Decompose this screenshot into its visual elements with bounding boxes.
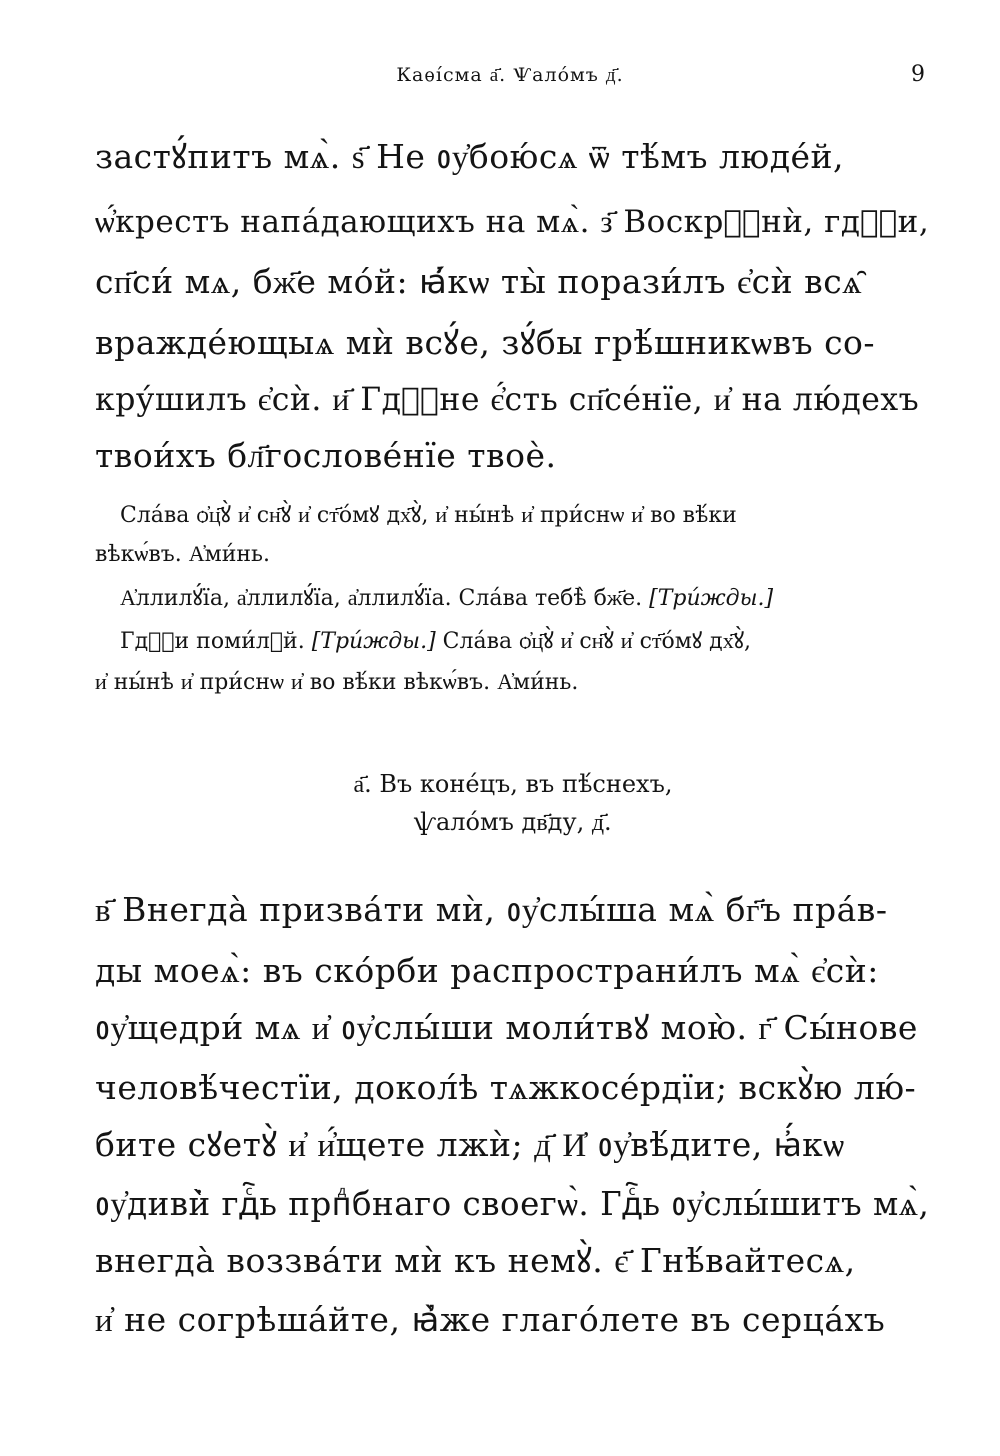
verse-line: ѡ҆́крестъ напа́дающихъ на мѧ̀. з҃ Воскрⷭ҇нѝ, гдⷭ҇и, — [95, 204, 930, 240]
verse-line: вражде́ющыѧ мѝ всꙋ́е, зꙋ́бы грѣ́шникѡвъ со- — [95, 323, 876, 362]
doxology-line: и҆ ны́нѣ и҆ при́снѡ и҆ во вѣ́ки вѣкѡ́въ. А҆ми́нь. — [95, 670, 579, 695]
verse-line: сп҃си́ мѧ, бж҃е мо́й: ꙗ҆́кѡ ты̀ порази́лъ є҆сѝ всѧ̑ — [95, 262, 863, 301]
verse-line: твои́хъ бл҃гослове́нїе твоѐ. — [95, 436, 557, 475]
psalm-heading-line2: ѱало́мъ дв҃ду, д҃. — [414, 808, 612, 836]
glory-text: Сла́ва ѻ҆ц҃ꙋ̀ и҆ сн҃ꙋ̀ и҆ ст҃о́мꙋ дх҃ꙋ̀, — [442, 629, 752, 654]
verse-line: ᲂу҆щедри́ мѧ и҆ ᲂу҆слы́ши моли́твꙋ мою̀. г҃ Сы́нове — [95, 1008, 918, 1047]
verse-line: человѣ́честїи, докол́ѣ тѧжкосе́рдїи; вскꙋ̀ю лю́- — [95, 1068, 917, 1107]
alleluia-text: А҆ллилꙋ́їа, а҆ллилꙋ́їа, а҆ллилꙋ́їа. Сла́ва тебѣ̀ бж҃е. — [120, 586, 643, 611]
kyrie-text: Гдⷭ҇и поми́лꙋй. — [120, 629, 305, 654]
verse-line: внегда̀ воззва́ти мѝ къ немꙋ̀. є҃ Гнѣ́вайтесѧ, — [95, 1241, 856, 1280]
doxology-line: Сла́ва ѻ҆ц҃ꙋ̀ и҆ сн҃ꙋ̀ и҆ ст҃о́мꙋ дх҃ꙋ̀, и҆ ны́нѣ и҆ при́снѡ и҆ во вѣ́ки — [120, 503, 737, 528]
alleluia-line — [120, 581, 930, 617]
verse-line: в҃ Внегда̀ призва́ти мѝ, ᲂу҆слы́ша мѧ̀ бг҃ъ пра́в- — [95, 890, 888, 929]
psalm-heading-line1: а҃. Въ коне́цъ, въ пѣ́снехъ, — [353, 770, 673, 798]
rubric-thrice: [Три́жды.] — [649, 586, 774, 611]
kyrie-line — [120, 624, 930, 660]
verse-line: застꙋ́питъ мѧ̀. ѕ҃ Не ᲂу҆бою́сѧ ѿ тѣ́мъ люде́й, — [95, 137, 845, 176]
verse-line: кру́шилъ є҆сѝ. и҃ Гдⷭ҇не є҆́сть сп҃се́нїе, и҆ на лю́дехъ — [95, 382, 920, 418]
verse-line: ᲂу҆диви̇̀ гдⷭ҇ь прпⷣбнаго своегѡ̀. Гдⷭ҇ь ᲂу҆слы́шитъ мѧ̀, — [95, 1185, 930, 1223]
verse-line: и҆ не согрѣша́йте, ꙗ҆̀же глаго́лете въ серца́хъ — [95, 1300, 886, 1339]
running-head — [95, 58, 925, 98]
running-title: Каѳі́сма а҃. Ѱало́мъ д҃. — [396, 64, 624, 86]
doxology-line: вѣкѡ́въ. А҆ми́нь. — [95, 542, 271, 567]
page-number: 9 — [911, 62, 925, 87]
rubric-thrice: [Три́жды.] — [311, 629, 436, 654]
verse-line: ды моеѧ̀: въ ско́рби распространи́лъ мѧ̀ є҆сѝ: — [95, 951, 879, 990]
verse-line: бите сꙋетꙋ̀ и҆ и҆́щете лжѝ; д҃ И҆ ᲂу҆вѣ́дите, ꙗ҆́кѡ — [95, 1125, 845, 1164]
